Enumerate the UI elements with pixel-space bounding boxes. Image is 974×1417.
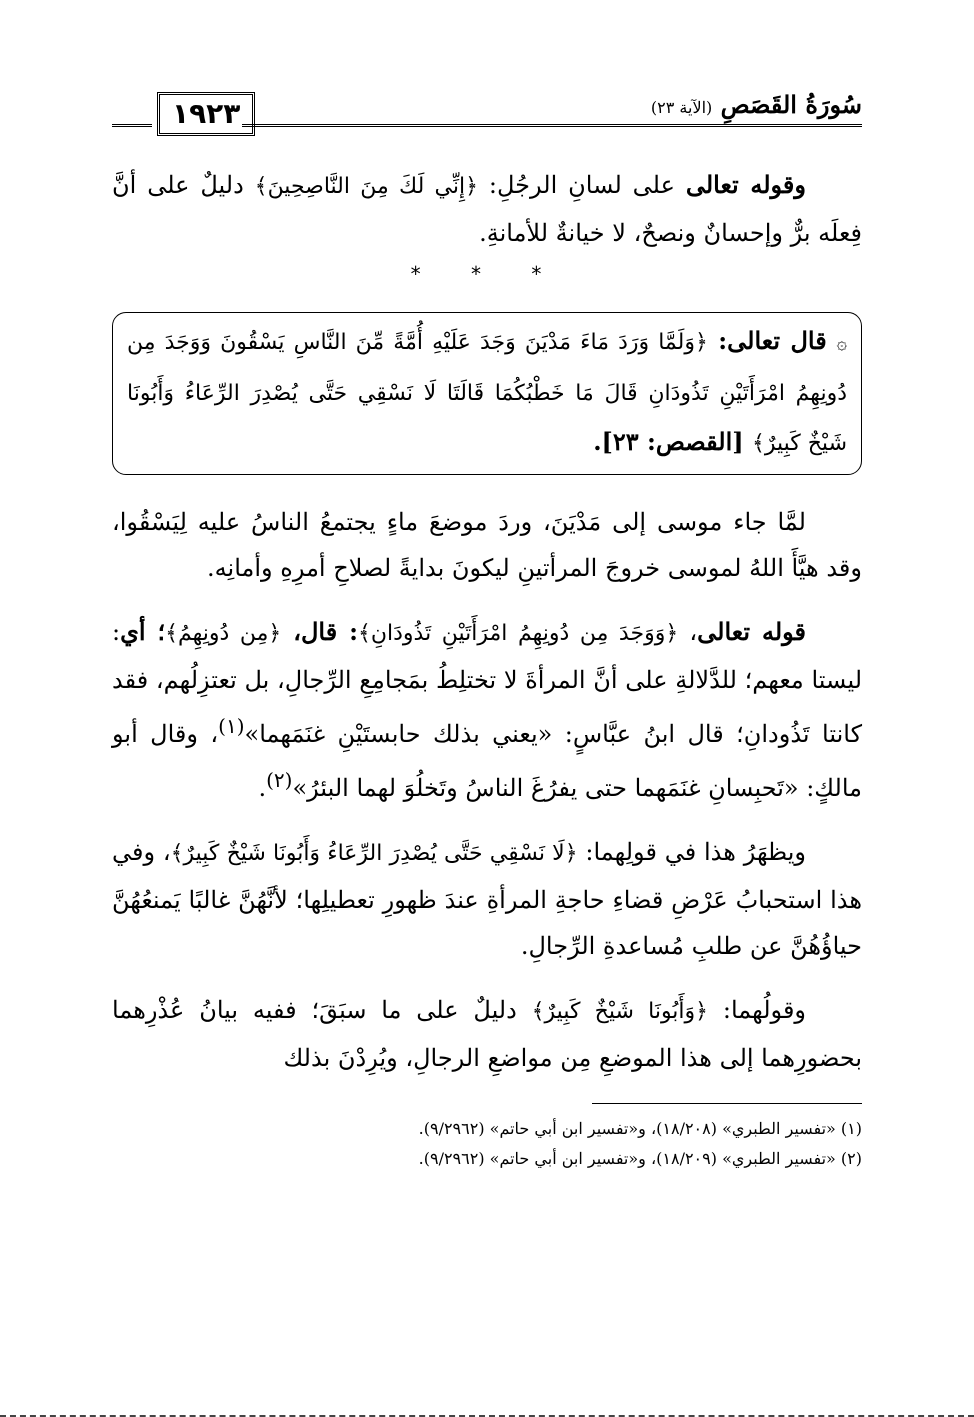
surah-title (651, 90, 862, 119)
p4-text-2: دليلٌ على ما سبَقَ؛ ففيه بيانُ عُذْرِهما بحضورِهما إلى هذا الموضعِ مِن مواضعِ الرجالِ، ويُرِدْنَ بذلك (112, 996, 862, 1072)
spacer (112, 811, 862, 829)
surah-name: سُورَةُ القَصَصِ (720, 90, 862, 119)
intro-quote: ﴿إِنِّي لَكَ مِنَ النَّاصِحِينَ﴾ (254, 174, 479, 199)
footnote-2: (٢) «تفسير الطبري» (١٨/٢٠٩)، و«تفسير ابن أبي حاتم» (٩/٢٩٦٢). (418, 1149, 862, 1168)
p3-quote: ﴿لَا نَسْقِي حَتَّى يُصْدِرَ الرِّعَاءُ وَأَبُونَا شَيْخٌ كَبِيرٌ﴾ (170, 841, 578, 866)
p4-text-1: وقولُهما: (708, 996, 807, 1024)
page-number: ١٩٢٣ (157, 92, 255, 136)
verse-lead: قال تعالى: (707, 326, 827, 355)
footnote-1: (١) «تفسير الطبري» (١٨/٢٠٨)، و«تفسير ابن أبي حاتم» (٩/٢٩٦٢). (418, 1119, 862, 1138)
spacer (112, 969, 862, 987)
footnote-rule (592, 1103, 862, 1104)
p4-quote: ﴿وَأَبُونَا شَيْخٌ كَبِيرٌ﴾ (531, 999, 709, 1024)
verse-box (112, 312, 862, 475)
intro-text-2: دليلٌ على أنَّ فِعلَه برٌّ وإحسانٌ ونصحٌ، لا خيانةٌ للأمانةِ. (112, 171, 862, 247)
ayah-reference: (الآية ٢٣) (650, 98, 713, 117)
intro-lead: وقوله تعالى (685, 170, 806, 199)
page-header (112, 86, 862, 144)
section-separator: * * * (410, 262, 564, 286)
intro-text-1: على لسانِ الرجُلِ: (478, 171, 686, 199)
page (112, 86, 862, 1174)
header-rule-left (112, 124, 152, 127)
p2-text-2: ، وقال أبو مالكٍ: «تَحبِسانِ غنَمَهما حتى يفرُغَ الناسُ وتَخلُوَ لهما البئرُ» (112, 720, 862, 802)
verse-paragraph (127, 317, 847, 468)
footnote-ref-1: (١) (218, 714, 245, 738)
p2-ay: ؛ أي (120, 617, 166, 646)
p2-quote-2: ﴿مِن دُونِهِمُ﴾ (165, 621, 282, 646)
p3-text-2: ، وفي هذا استحبابُ عَرْضِ قضاءِ حاجةِ المرأةِ عندَ ظهورِ تعطيلِها؛ لأنَّهُنَّ غالبًا يَمنعُهُنَّ حياؤُهُنَّ عن طلبِ مُساعدةِ الرِّجالِ. (112, 838, 862, 960)
verse-reference: [القصص: ٢٣]. (593, 427, 752, 456)
verse-marker-icon: ۞ (836, 333, 847, 354)
intro-paragraph (112, 162, 862, 256)
paragraph-4 (112, 987, 862, 1081)
p2-text: : ليستا معهم؛ للدَّلالةِ على أنَّ المرأةَ لا تختلِطُ بمَجامِعِ الرِّجالِ، بل تعتزِلُهم، فقد كانتا تَذُودانِ؛ قال ابنُ عبَّاسٍ: «يعني بذلك حابستَيْنِ غنَمَهما» (112, 618, 862, 748)
paragraph-3 (112, 829, 862, 969)
p2-qal: : قال، (281, 617, 358, 646)
paragraph-1: لمَّا جاء موسى إلى مَدْيَنَ، وردَ موضعَ ماءٍ يجتمعُ الناسُ عليه لِيَسْقُوا، وقد هيَّأَ اللهُ لموسى خروجَ المرأتينِ ليكونَ بدايةً لصلاحِ أمرِهِ وأمانِه. (112, 508, 862, 582)
header-rule (242, 124, 862, 127)
p2-lead: قوله تعالى (697, 617, 807, 646)
verse-text: ﴿وَلَمَّا وَرَدَ مَاءَ مَدْيَنَ وَجَدَ عَلَيْهِ أُمَّةً مِّنَ النَّاسِ يَسْقُونَ وَوَجَدَ مِن دُونِهِمُ امْرَأَتَيْنِ تَذُودَانِ قَالَ مَا خَطْبُكُمَا قَالَتَا لَا نَسْقِي حَتَّى يُصْدِرَ الرِّعَاءُ وَأَبُونَا شَيْخٌ كَبِيرٌ﴾ (127, 330, 847, 456)
spacer (112, 591, 862, 609)
paragraph-2: قوله تعالى، ﴿وَوَجَدَ مِن دُونِهِمُ امْرَأَتَيْنِ تَذُودَانِ﴾: قال، ﴿مِن دُونِهِمُ﴾؛ أي: ليستا معهم؛ للدَّلالةِ على أنَّ المرأةَ لا تختلِطُ بمَجامِعِ الرِّجالِ، بل تعتزِلُهم، فقد كانتا تَذُودانِ؛ قال ابنُ عبَّاسٍ: «يعني بذلك حابستَيْنِ غنَمَهما»$^{(١)}$، وقال أبو مالكٍ: «تَحبِسانِ غنَمَهما حتى يفرُغَ الناسُ وتَخلُوَ لهما البئرُ»$^{(٢)}$. (112, 617, 862, 802)
p3-text-1: ويظهَرُ هذا في قولِهما: (577, 838, 806, 866)
p2-end: . (258, 774, 267, 802)
footnotes (112, 1114, 862, 1174)
p2-quote-1: ﴿وَوَجَدَ مِن دُونِهِمُ امْرَأَتَيْنِ تَذُودَانِ﴾ (357, 621, 679, 646)
footnote-ref-2: (٢) (266, 768, 293, 792)
